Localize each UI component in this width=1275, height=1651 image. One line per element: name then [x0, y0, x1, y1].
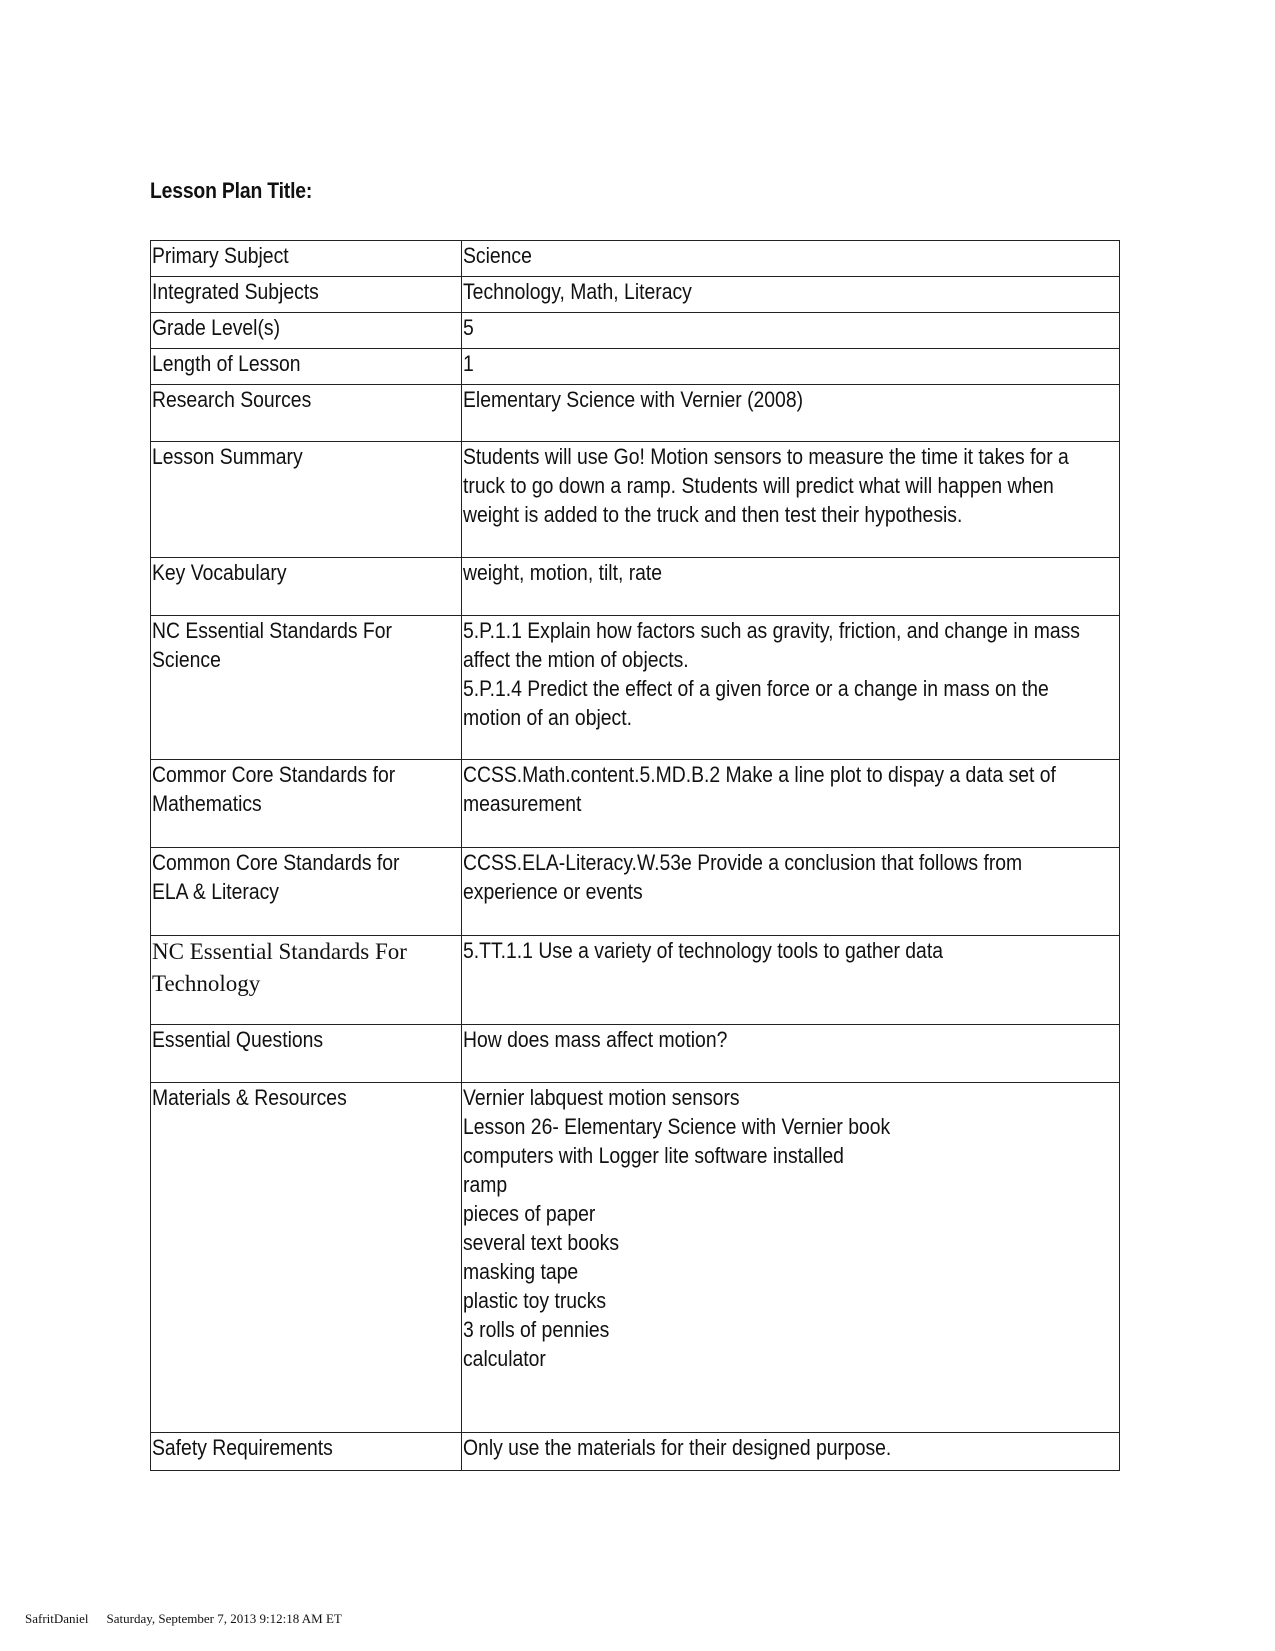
row-value-text: CCSS.Math.content.5.MD.B.2 Make a line plot to dispay a data set of measurement: [463, 762, 1056, 816]
lesson-plan-table: [150, 240, 1120, 1471]
row-label: [151, 1433, 462, 1471]
row-value-text: 1: [463, 351, 474, 376]
row-value-text: Only use the materials for their designed purpose.: [463, 1435, 892, 1460]
table-row-ccss-math: [151, 760, 1120, 848]
row-value-text: CCSS.ELA-Literacy.W.53e Provide a conclusion that follows from experience or events: [463, 850, 1023, 904]
row-value: [462, 1025, 1120, 1083]
row-value-text: Elementary Science with Vernier (2008): [463, 387, 804, 412]
table-row-grade-level: [151, 313, 1120, 349]
row-label-text: Integrated Subjects: [152, 279, 319, 304]
row-label-text: Essential Questions: [152, 1027, 324, 1052]
row-label-text: Research Sources: [152, 387, 312, 412]
row-label-text: Key Vocabulary: [152, 560, 287, 585]
table-row-length-of-lesson: [151, 349, 1120, 385]
row-label: [151, 241, 462, 277]
row-value-text: weight, motion, tilt, rate: [463, 560, 663, 585]
row-label: [151, 385, 462, 442]
row-value: [462, 241, 1120, 277]
row-value: [462, 1083, 1120, 1433]
row-label: [151, 1025, 462, 1083]
row-label-text: Lesson Summary: [152, 444, 303, 469]
row-label-text: Length of Lesson: [152, 351, 301, 376]
row-label: [151, 1083, 462, 1433]
table-row-primary-subject: [151, 241, 1120, 277]
row-label-text: Common Core Standards for ELA & Literacy: [152, 850, 400, 904]
lesson-plan-title: Lesson Plan Title:: [150, 178, 313, 203]
row-value: [462, 313, 1120, 349]
row-label-text: Primary Subject: [152, 243, 289, 268]
row-label: [151, 442, 462, 558]
row-value: [462, 936, 1120, 1025]
footer-author: SafritDaniel: [25, 1611, 89, 1626]
table-row-integrated-subjects: [151, 277, 1120, 313]
row-value-text: Science: [463, 243, 532, 268]
row-value: [462, 848, 1120, 936]
table-row-materials-resources: [151, 1083, 1120, 1433]
table-row-ccss-ela: [151, 848, 1120, 936]
row-value-text: Students will use Go! Motion sensors to measure the time it takes for a truck to go down a ramp. Students will predict what will happen when weight is added to the truck and then test their hypothesis.: [463, 444, 1069, 527]
row-label-text: Grade Level(s): [152, 315, 281, 340]
table-row-research-sources: [151, 385, 1120, 442]
table-row-key-vocabulary: [151, 558, 1120, 616]
row-value: [462, 616, 1120, 760]
table-row-nc-science-standards: [151, 616, 1120, 760]
footer-timestamp: Saturday, September 7, 2013 9:12:18 AM ET: [106, 1611, 342, 1626]
row-value: [462, 385, 1120, 442]
table-row-safety-requirements: [151, 1433, 1120, 1471]
row-label: [151, 848, 462, 936]
row-label-text: NC Essential Standards For Science: [152, 618, 392, 672]
row-value-text: 5.TT.1.1 Use a variety of technology tools to gather data: [463, 938, 943, 963]
row-label-text: Safety Requirements: [152, 1435, 333, 1460]
row-value: [462, 277, 1120, 313]
row-label: [151, 936, 462, 1025]
row-label: [151, 277, 462, 313]
row-label: [151, 616, 462, 760]
row-value: [462, 558, 1120, 616]
row-label-text: Materials & Resources: [152, 1085, 347, 1110]
row-value-text: How does mass affect motion?: [463, 1027, 728, 1052]
row-value-text: Technology, Math, Literacy: [463, 279, 692, 304]
row-label: [151, 313, 462, 349]
row-value: [462, 349, 1120, 385]
row-value: [462, 1433, 1120, 1471]
row-label: [151, 349, 462, 385]
row-label-text: NC Essential Standards For Technology: [152, 939, 407, 996]
row-value: [462, 760, 1120, 848]
row-value-text: 5: [463, 315, 474, 340]
table-row-lesson-summary: [151, 442, 1120, 558]
page-footer: [25, 1611, 342, 1627]
row-label: [151, 558, 462, 616]
row-label: [151, 760, 462, 848]
row-label-text: Commor Core Standards for Mathematics: [152, 762, 396, 816]
table-row-nc-technology-standards: [151, 936, 1120, 1025]
table-row-essential-questions: [151, 1025, 1120, 1083]
row-value-text: 5.P.1.1 Explain how factors such as gravity, friction, and change in mass affect the mtion of objects. 5.P.1.4 Predict the effect of a given force or a change in mass on the motion of an object.: [463, 618, 1080, 730]
row-value-text: Vernier labquest motion sensors Lesson 26- Elementary Science with Vernier book computers with Logger lite software installed ramp pieces of paper several text books masking tape plastic toy trucks 3 rolls of pennies calculator: [463, 1085, 891, 1371]
row-value: [462, 442, 1120, 558]
